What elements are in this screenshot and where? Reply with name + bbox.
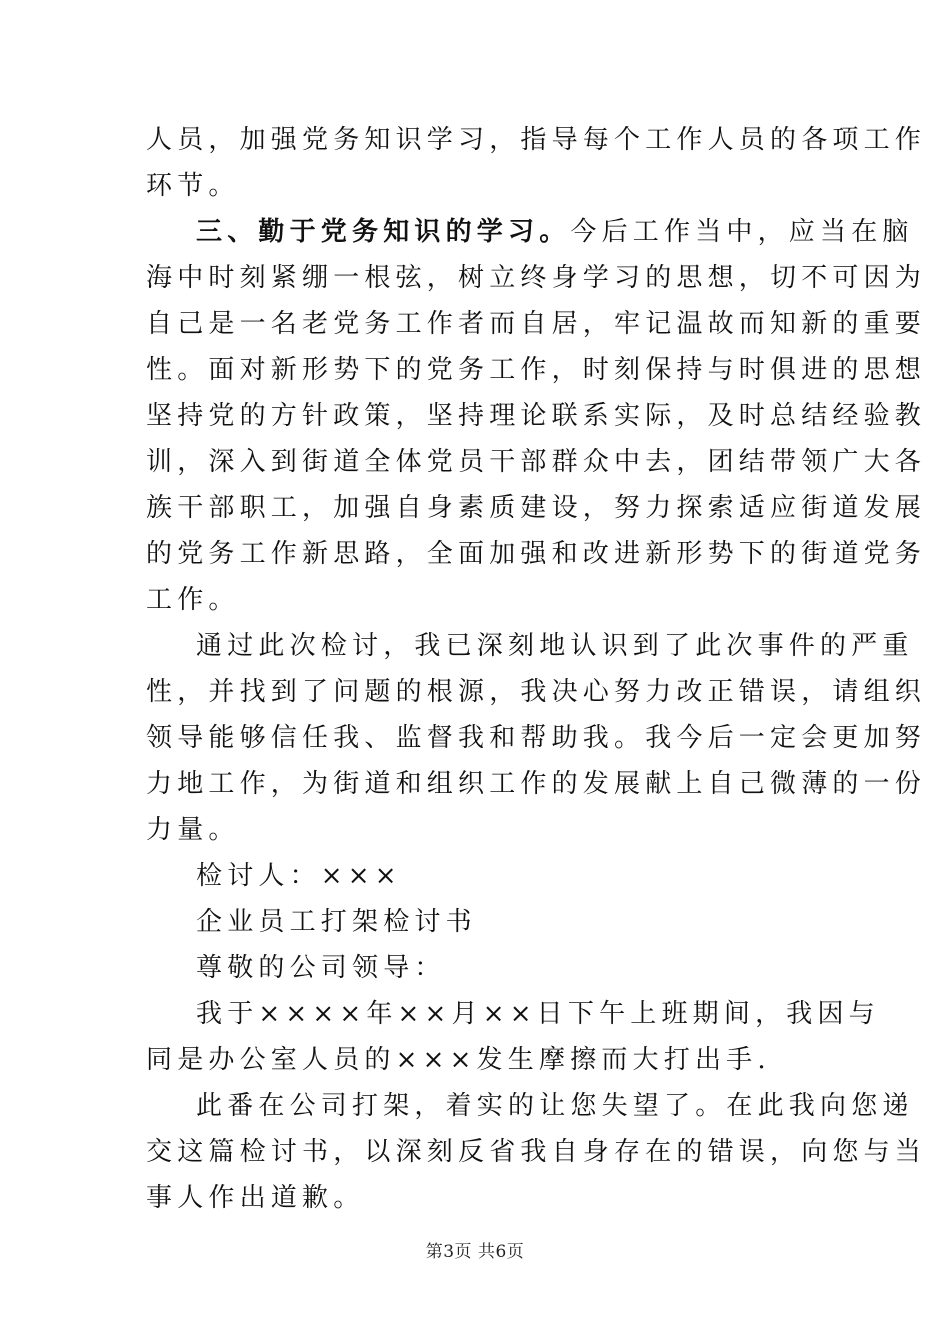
salutation-line: 尊敬的公司领导：	[196, 953, 446, 983]
page-footer: 第3页 共6页	[425, 1242, 525, 1262]
title-line: 企业员工打架检讨书	[196, 907, 477, 937]
section-heading-continuation: 今后工作当中，应当在脑	[570, 217, 914, 247]
text-line: 环节。	[146, 171, 240, 201]
text-line: 工作。	[146, 585, 240, 615]
text-line: 海中时刻紧绷一根弦，树立终身学习的思想，切不可因为	[146, 263, 927, 293]
text-line: 通过此次检讨，我已深刻地认识到了此次事件的严重	[196, 631, 914, 661]
text-line: 的党务工作新思路，全面加强和改进新形势下的街道党务	[146, 539, 927, 569]
section-heading-line	[196, 217, 914, 247]
text-line: 力量。	[146, 815, 240, 845]
section-heading: 三、勤于党务知识的学习。	[196, 217, 571, 247]
text-line: 事人作出道歉。	[146, 1183, 365, 1213]
text-line: 同是办公室人员的×××发生摩擦而大打出手.	[146, 1045, 771, 1075]
text-line: 训，深入到街道全体党员干部群众中去，团结带领广大各	[146, 447, 927, 477]
text-line: 坚持党的方针政策，坚持理论联系实际，及时总结经验教	[146, 401, 927, 431]
text-line: 族干部职工，加强自身素质建设，努力探索适应街道发展	[146, 493, 927, 523]
text-line: 交这篇检讨书，以深刻反省我自身存在的错误，向您与当	[146, 1137, 927, 1167]
text-line: 自己是一名老党务工作者而自居，牢记温故而知新的重要	[146, 309, 927, 339]
text-line: 性。面对新形势下的党务工作，时刻保持与时俱进的思想	[146, 355, 927, 385]
text-line: 人员，加强党务知识学习，指导每个工作人员的各项工作	[146, 125, 927, 155]
text-line: 性，并找到了问题的根源，我决心努力改正错误，请组织	[146, 677, 927, 707]
text-line: 此番在公司打架，着实的让您失望了。在此我向您递	[196, 1091, 914, 1121]
signature-line: 检讨人：×××	[196, 861, 402, 891]
text-line: 力地工作，为街道和组织工作的发展献上自己微薄的一份	[146, 769, 927, 799]
text-line: 我于××××年××月××日下午上班期间，我因与	[196, 999, 880, 1029]
text-line: 领导能够信任我、监督我和帮助我。我今后一定会更加努	[146, 723, 927, 753]
